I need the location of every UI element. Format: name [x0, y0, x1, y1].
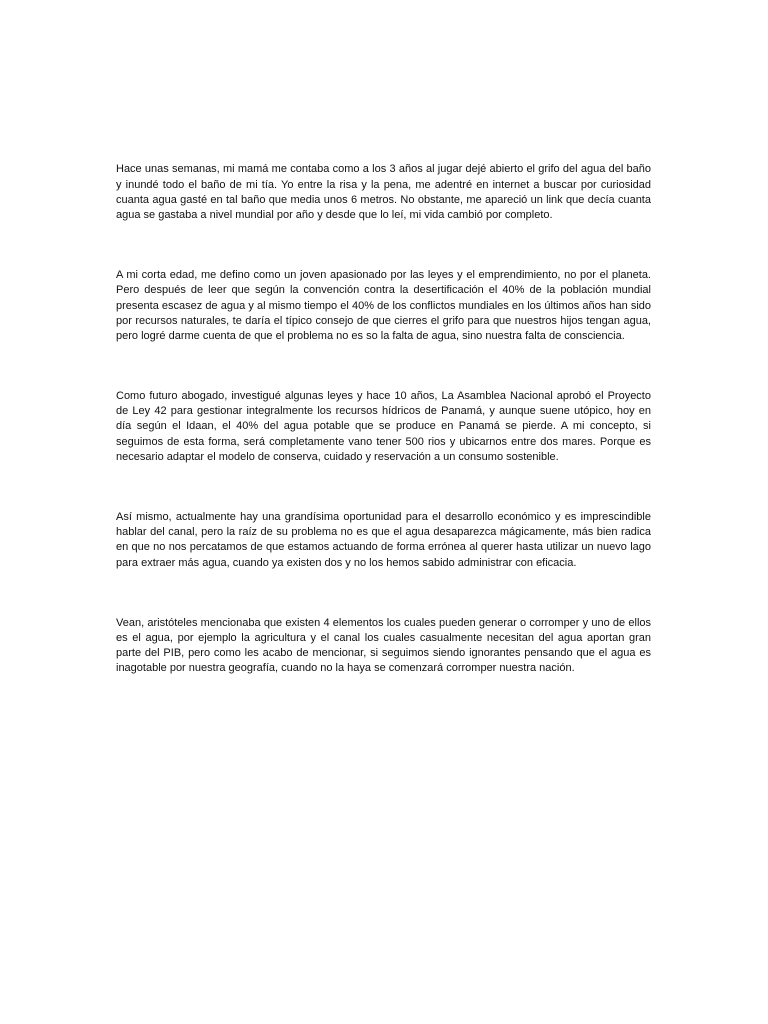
paragraph-4: Así mismo, actualmente hay una grandísima oportunidad para el desarrollo económico y es imprescindible hablar del canal, pero la raíz de su problema no es que el agua desaparezca mágicamente, más bien radica en que no nos percatamos de que estamos actuando de forma errónea al querer hasta utilizar un nuevo lago para extraer más agua, cuando ya existen dos y no los hemos sabido administrar con eficacia.	[116, 510, 655, 569]
paragraph-3: Como futuro abogado, investigué algunas leyes y hace 10 años, La Asamblea Nacional aprobó el Proyecto de Ley 42 para gestionar integralmente los recursos hídricos de Panamá, y aunque suene utópico, hoy en día según el Idaan, el 40% del agua potable que se produce en Panamá se pierde. A mi concepto, si seguimos de esta forma, será completamente vano tener 500 rios y ubicarnos entre dos mares. Porque es necesario adaptar el modelo de conserva, cuidado y reservación a un consumo sostenible.	[116, 390, 655, 463]
document-body	[116, 132, 658, 721]
paragraph-2: A mi corta edad, me defino como un joven apasionado por las leyes y el emprendimiento, no por el planeta. Pero después de leer que según la convención contra la desertificación el 40% de la población mundial presenta escasez de agua y al mismo tiempo el 40% de los conflictos mundiales en los últimos años han sido por recursos naturales, te daría el típico consejo de que cierres el grifo para que nuestros hijos tengan agua, pero logré darme cuenta de que el problema no es so la falta de agua, sino nuestra falta de consciencia.	[116, 269, 658, 342]
paragraph-1: Hace unas semanas, mi mamá me contaba como a los 3 años al jugar dejé abierto el grifo del agua del baño y inundé todo el baño de mi tía. Yo entre la risa y la pena, me adentré en internet a buscar por curiosidad cuanta agua gasté en tal baño que media unos 6 metros. No obstante, me apareció un link que decía cuanta agua se gastaba a nivel mundial por año y desde que lo leí, mi vida cambió por completo.	[116, 163, 655, 222]
paragraph-5: Vean, aristóteles mencionaba que existen 4 elementos los cuales pueden generar o corromper y uno de ellos es el agua, por ejemplo la agricultura y el canal los cuales casualmente necesitan del agua aportan gran parte del PIB, pero como les acabo de mencionar, si seguimos siendo ignorantes pensando que el agua es inagotable por nuestra geografía, cuando no la haya se comenzará corromper nuestra nación.	[116, 616, 655, 675]
